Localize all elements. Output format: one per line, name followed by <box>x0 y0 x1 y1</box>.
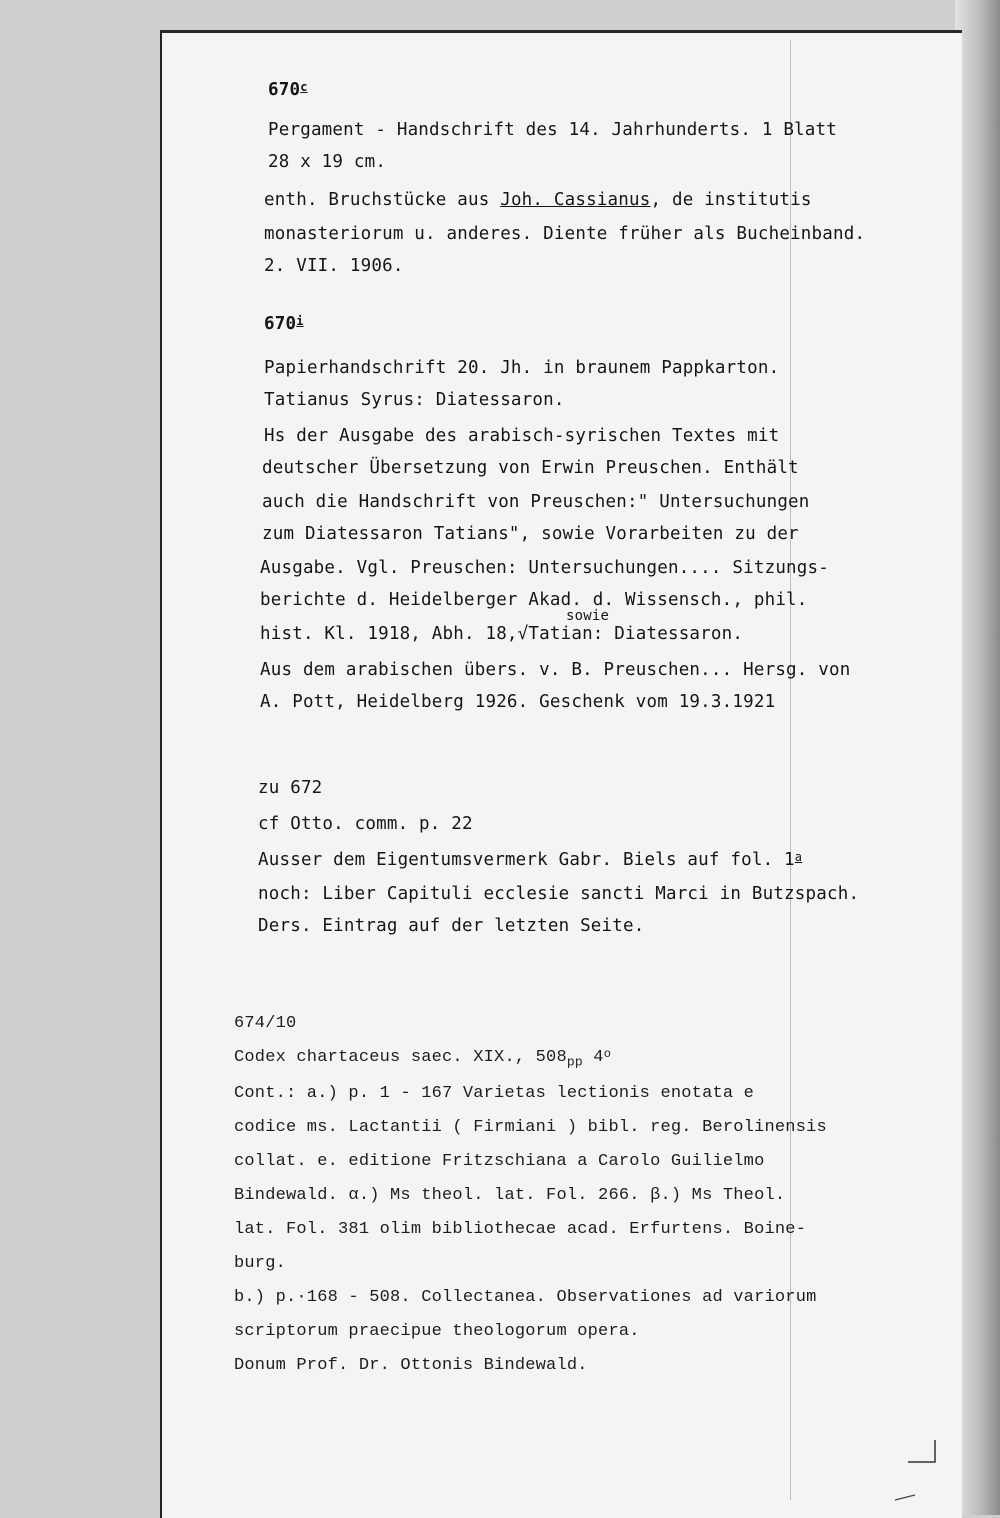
entry-670c-line: Pergament - Handschrift des 14. Jahrhunderts. 1 Blatt <box>268 120 838 140</box>
entry-674-line: scriptorum praecipue theologorum opera. <box>234 1322 640 1341</box>
entry-670i-number: 670$^i$ <box>264 314 304 334</box>
entry-670c-line: enth. Bruchstücke aus Joh. Cassianus, de institutis <box>264 190 812 210</box>
entry-674-heading: 674/10 <box>234 1014 297 1033</box>
entry-674-line: Cont.: a.) p. 1 - 167 Varietas lectionis enotata e <box>234 1084 755 1103</box>
entry-672-line: noch: Liber Capituli ecclesie sancti Marci in Butzspach. <box>258 884 860 904</box>
entry-674-line: lat. Fol. 381 olim bibliothecae acad. Erfurtens. Boine- <box>234 1220 807 1239</box>
entry-674-line: codice ms. Lactantii ( Firmiani ) bibl. reg. Berolinensis <box>234 1118 827 1137</box>
entry-670i-line: A. Pott, Heidelberg 1926. Geschenk vom 19.3.1921 <box>260 692 776 712</box>
entry-672-line: Ausser dem Eigentumsvermerk Gabr. Biels auf fol. 1$^a$ <box>258 850 803 870</box>
entry-672-line: cf Otto. comm. p. 22 <box>258 814 473 834</box>
entry-670i-line: berichte d. Heidelberger Akad. d. Wissensch., phil. <box>260 590 808 610</box>
entry-670i-line: Hs der Ausgabe des arabisch-syrischen Textes mit <box>264 426 780 446</box>
entry-670c-line: monasteriorum u. anderes. Diente früher als Bucheinband. <box>264 224 866 244</box>
entry-670i-line: hist. Kl. 1918, Abh. 18,√Tatian: Diatessaron. <box>260 624 744 644</box>
fold-line <box>790 40 791 1500</box>
handwritten-insert: sowie <box>566 608 610 624</box>
entry-670c-number: 670$^c$ <box>268 80 308 100</box>
entry-670i-line: Aus dem arabischen übers. v. B. Preuschen... Hersg. von <box>260 660 851 680</box>
entry-670i-line: deutscher Übersetzung von Erwin Preuschen. Enthält <box>262 458 799 478</box>
entry-674-line: burg. <box>234 1254 287 1273</box>
entry-674-line: collat. e. editione Fritzschiana a Carolo Guilielmo <box>234 1152 765 1171</box>
entry-670i-line: zum Diatessaron Tatians", sowie Vorarbeiten zu der <box>262 524 799 544</box>
entry-672-line: Ders. Eintrag auf der letzten Seite. <box>258 916 645 936</box>
entry-674-line: Donum Prof. Dr. Ottonis Bindewald. <box>234 1356 588 1375</box>
entry-670i-line: Papierhandschrift 20. Jh. in braunem Pappkarton. <box>264 358 780 378</box>
entry-670i-line: Ausgabe. Vgl. Preuschen: Untersuchungen.... Sitzungs- <box>260 558 830 578</box>
entry-672-heading: zu 672 <box>258 778 323 798</box>
entry-670c-line: 2. VII. 1906. <box>264 256 404 276</box>
entry-674-line: b.) p.·168 - 508. Collectanea. Observationes ad variorum <box>234 1288 817 1307</box>
entry-674-line: Codex chartaceus saec. XIX., $508_{pp}$ 4$^o$ <box>234 1047 612 1070</box>
entry-670i-line: Tatianus Syrus: Diatessaron. <box>264 390 565 410</box>
author-name: Joh. Cassianus <box>500 190 651 210</box>
entry-670i-line: auch die Handschrift von Preuschen:" Untersuchungen <box>262 492 810 512</box>
entry-674-line: Bindewald. α.) Ms theol. lat. Fol. 266. β.) Ms Theol. <box>234 1186 786 1205</box>
entry-670c-line: 28 x 19 cm. <box>268 152 387 172</box>
